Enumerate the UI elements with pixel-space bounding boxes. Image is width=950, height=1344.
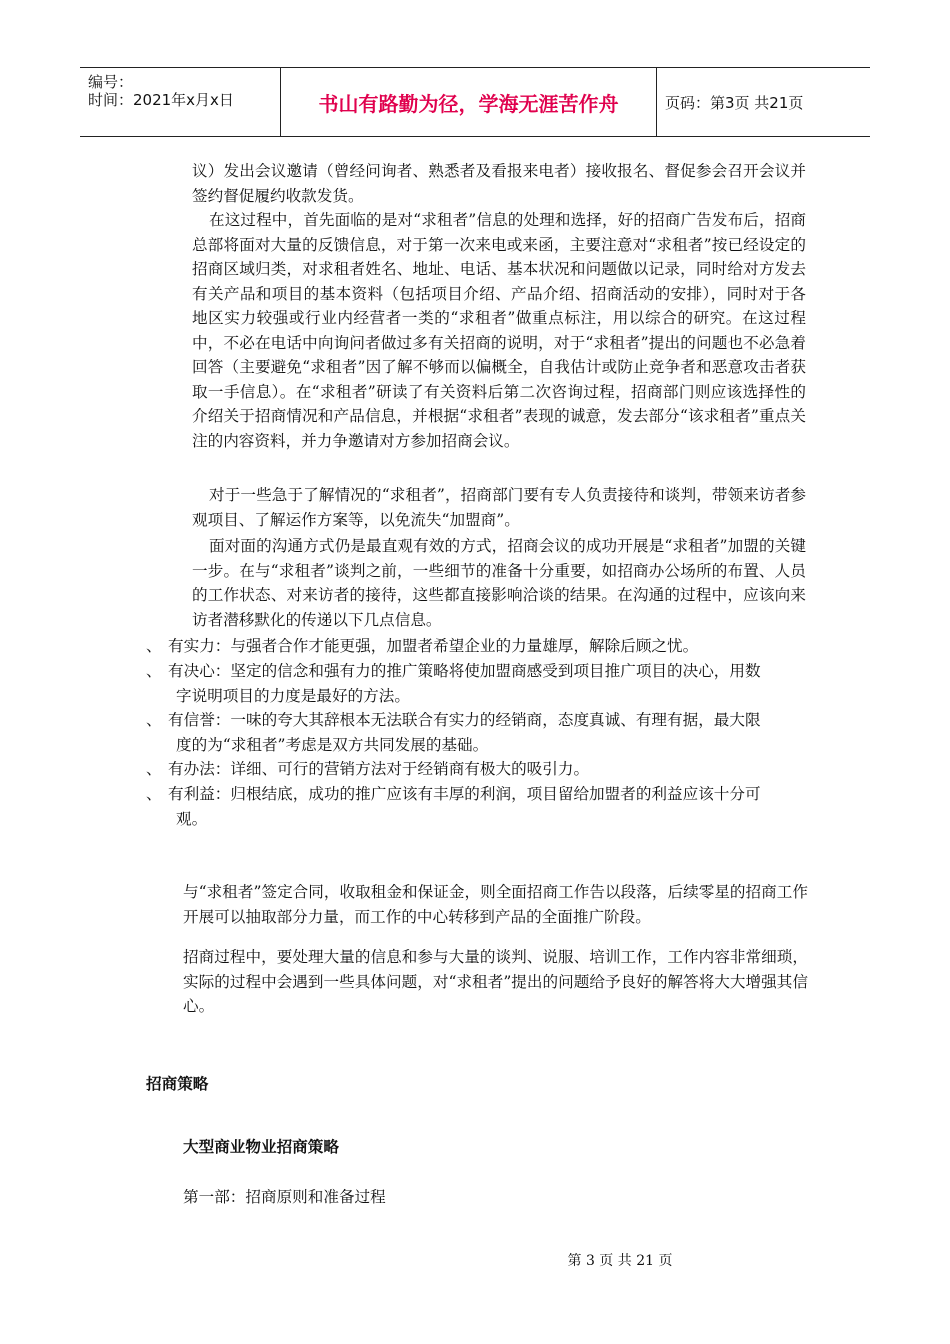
motto-text: 书山有路勤为径，学海无涯苦作舟 <box>318 91 619 116</box>
bullet-text: 有办法：详细、可行的营销方法对于经销商有极大的吸引力。 <box>168 760 590 778</box>
bullet-text-continued: 观。 <box>176 809 208 828</box>
paragraph: 议）发出会议邀请（曾经问询者、熟悉者及看报来电者）接收报名、督促参会召开会议并签约督促履约收款发货。 <box>192 162 806 205</box>
bullet-text-continued: 度的为“求租者”考虑是双方共同发展的基础。 <box>176 735 489 754</box>
bullet-text: 有实力：与强者合作才能更强，加盟者希望企业的力量雄厚，解除后顾之忧。 <box>168 637 699 655</box>
list-item <box>146 757 808 782</box>
part-heading: 第一部：招商原则和准备过程 <box>183 1188 386 1206</box>
section-title: 招商策略 <box>146 1075 209 1093</box>
paragraph: 对于一些急于了解情况的“求租者”，招商部门要有专人负责接待和谈判，带领来访者参观项目、了解运作方案等，以免流失“加盟商”。 <box>192 486 806 529</box>
bullet-marker: 、 <box>146 711 162 729</box>
bullet-marker: 、 <box>146 662 162 680</box>
paragraph: 面对面的沟通方式仍是最直观有效的方式，招商会议的成功开展是“求租者”加盟的关键一步。在与“求租者”谈判之前，一些细节的准备十分重要，如招商办公场所的布置、人员的工作状态、对来访者的接待，这些都直接影响洽谈的结果。在沟通的过程中，应该向来访者潜移默化的传递以下几点信息。 <box>192 537 806 629</box>
bullet-text-continued: 字说明项目的力度是最好的方法。 <box>176 686 410 705</box>
bullet-marker: 、 <box>146 785 162 803</box>
list-item <box>146 659 808 708</box>
paragraph: 与“求租者”签定合同，收取租金和保证金，则全面招商工作告以段落，后续零星的招商工作开展可以抽取部分力量，而工作的中心转移到产品的全面推广阶段。 <box>183 883 808 926</box>
header-motto <box>281 68 657 136</box>
section-subtitle: 大型商业物业招商策略 <box>183 1138 339 1156</box>
list-item <box>146 782 808 831</box>
page-label: 页码：第3页 共21页 <box>665 93 804 112</box>
paragraph: 招商过程中，要处理大量的信息和参与大量的谈判、说服、培训工作，工作内容非常细琐，实际的过程中会遇到一些具体问题，对“求租者”提出的问题给予良好的解答将大大增强其信心。 <box>183 948 808 1015</box>
bullet-marker: 、 <box>146 760 162 778</box>
list-item <box>146 634 808 659</box>
time-label: 时间：2021年x月x日 <box>88 91 234 109</box>
bullet-text: 有信誉：一味的夸大其辞根本无法联合有实力的经销商，态度真诚、有理有据，最大限 <box>168 711 761 729</box>
page-header <box>80 67 870 137</box>
list-item <box>146 708 808 757</box>
number-label: 编号： <box>88 73 134 91</box>
header-page <box>657 68 870 136</box>
bullet-text: 有决心：坚定的信念和强有力的推广策略将使加盟商感受到项目推广项目的决心，用数 <box>168 662 761 680</box>
page-footer: 第 3 页 共 21 页 <box>567 1253 673 1269</box>
bullet-text: 有利益：归根结底，成功的推广应该有丰厚的利润，项目留给加盟者的利益应该十分可 <box>168 785 761 803</box>
paragraph: 在这过程中，首先面临的是对“求租者”信息的处理和选择，好的招商广告发布后，招商总部将面对大量的反馈信息，对于第一次来电或来函，主要注意对“求租者”按已经设定的招商区域归类，对求租者姓名、地址、电话、基本状况和问题做以记录，同时给对方发去有关产品和项目的基本资料（包括项目介绍、产品介绍、招商活动的安排），同时对于各地区实力较强或行业内经营者一类的“求租者”做重点标注，用以综合的研究。在这过程中，不必在电话中向询问者做过多有关招商的说明，对于“求租者”提出的问题也不必急着回答（主要避免“求租者”因了解不够而以偏概全，自我估计或防止竞争者和恶意攻击者获取一手信息）。在“求租者”研读了有关资料后第二次咨询过程，招商部门则应该选择性的介绍关于招商情况和产品信息，并根据“求租者”表现的诚意，发去部分“该求租者”重点关注的内容资料，并力争邀请对方参加招商会议。 <box>192 211 806 450</box>
bullet-marker: 、 <box>146 637 162 655</box>
header-meta <box>80 68 281 136</box>
